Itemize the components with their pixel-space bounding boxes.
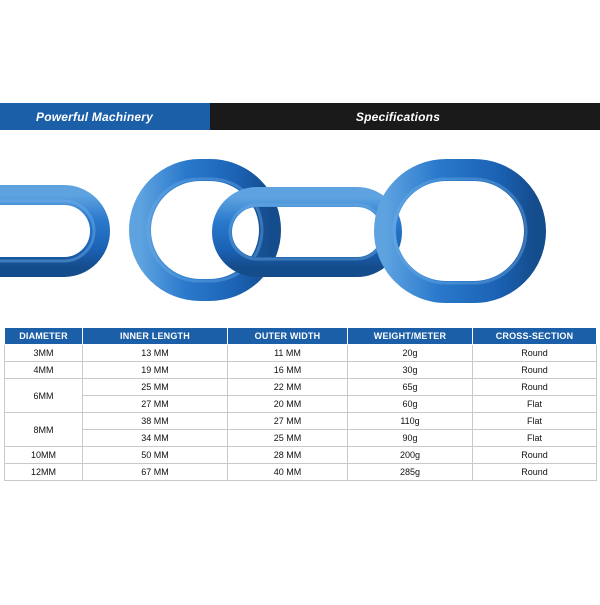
cell-inner-length: 50 MM bbox=[83, 447, 228, 464]
cell-weight: 110g bbox=[348, 413, 473, 430]
cell-weight: 90g bbox=[348, 430, 473, 447]
cell-cross-section: Round bbox=[473, 379, 597, 396]
col-header-inner-length: INNER LENGTH bbox=[83, 328, 228, 345]
table-row bbox=[5, 447, 597, 464]
cell-weight: 285g bbox=[348, 464, 473, 481]
cell-diameter: 12MM bbox=[5, 464, 83, 481]
cell-inner-length: 38 MM bbox=[83, 413, 228, 430]
cell-diameter: 3MM bbox=[5, 345, 83, 362]
col-header-weight: WEIGHT/METER bbox=[348, 328, 473, 345]
cell-cross-section: Flat bbox=[473, 430, 597, 447]
cell-weight: 30g bbox=[348, 362, 473, 379]
cell-cross-section: Round bbox=[473, 447, 597, 464]
table-header-row bbox=[5, 328, 597, 345]
table-row bbox=[5, 396, 597, 413]
specification-table bbox=[4, 327, 597, 481]
cell-cross-section: Flat bbox=[473, 396, 597, 413]
cell-cross-section: Round bbox=[473, 464, 597, 481]
table-row bbox=[5, 379, 597, 396]
cell-cross-section: Flat bbox=[473, 413, 597, 430]
cell-inner-length: 67 MM bbox=[83, 464, 228, 481]
cell-cross-section: Round bbox=[473, 362, 597, 379]
cell-weight: 200g bbox=[348, 447, 473, 464]
chain-link-3 bbox=[222, 197, 392, 267]
cell-cross-section: Round bbox=[473, 345, 597, 362]
cell-inner-length: 27 MM bbox=[83, 396, 228, 413]
table-header bbox=[5, 328, 597, 345]
cell-outer-width: 27 MM bbox=[228, 413, 348, 430]
chain-link-4 bbox=[385, 170, 535, 292]
cell-diameter: 10MM bbox=[5, 447, 83, 464]
table-row bbox=[5, 345, 597, 362]
specification-table-container bbox=[4, 327, 596, 481]
cell-weight: 20g bbox=[348, 345, 473, 362]
banner-right-panel bbox=[210, 103, 600, 130]
col-header-outer-width: OUTER WIDTH bbox=[228, 328, 348, 345]
chain-links-graphic bbox=[0, 135, 600, 320]
header-banner bbox=[0, 103, 600, 130]
table-body bbox=[5, 345, 597, 481]
table-row bbox=[5, 430, 597, 447]
banner-left-panel bbox=[0, 103, 210, 130]
cell-diameter: 4MM bbox=[5, 362, 83, 379]
chain-illustration bbox=[0, 135, 600, 320]
col-header-diameter: DIAMETER bbox=[5, 328, 83, 345]
cell-outer-width: 16 MM bbox=[228, 362, 348, 379]
cell-diameter: 6MM bbox=[5, 379, 83, 413]
cell-outer-width: 22 MM bbox=[228, 379, 348, 396]
cell-inner-length: 34 MM bbox=[83, 430, 228, 447]
cell-diameter: 8MM bbox=[5, 413, 83, 447]
table-row bbox=[5, 464, 597, 481]
col-header-cross-section: CROSS-SECTION bbox=[473, 328, 597, 345]
cell-outer-width: 40 MM bbox=[228, 464, 348, 481]
cell-outer-width: 11 MM bbox=[228, 345, 348, 362]
cell-inner-length: 25 MM bbox=[83, 379, 228, 396]
chain-link-1 bbox=[0, 195, 100, 267]
cell-outer-width: 25 MM bbox=[228, 430, 348, 447]
cell-weight: 65g bbox=[348, 379, 473, 396]
cell-inner-length: 13 MM bbox=[83, 345, 228, 362]
cell-outer-width: 20 MM bbox=[228, 396, 348, 413]
cell-outer-width: 28 MM bbox=[228, 447, 348, 464]
table-row bbox=[5, 413, 597, 430]
cell-inner-length: 19 MM bbox=[83, 362, 228, 379]
table-row bbox=[5, 362, 597, 379]
cell-weight: 60g bbox=[348, 396, 473, 413]
company-title: Powerful Machinery bbox=[36, 109, 153, 124]
section-title: Specifications bbox=[355, 109, 441, 124]
